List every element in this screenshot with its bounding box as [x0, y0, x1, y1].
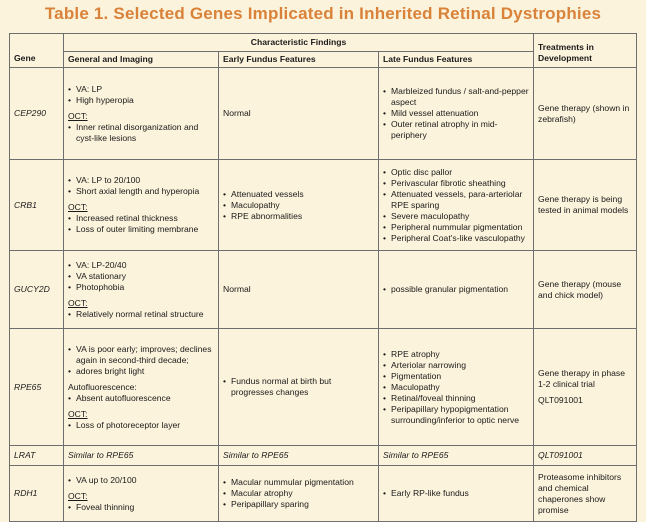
header-characteristic-findings: Characteristic Findings	[64, 34, 534, 52]
gene-cell: LRAT	[10, 446, 64, 466]
list-item: • Attenuated vessels	[223, 189, 374, 200]
list-item: • possible granular pigmentation	[383, 284, 529, 295]
list-item: • Loss of outer limiting membrane	[68, 224, 214, 235]
list-item: • Attenuated vessels, para-arteriolar RPE sparing	[383, 189, 529, 211]
list-item: • Arteriolar narrowing	[383, 360, 529, 371]
oct-label: OCT:	[68, 297, 88, 308]
header-general: General and Imaging	[64, 52, 219, 68]
list-item: • Maculopathy	[383, 382, 529, 393]
treatment-cell: Proteasome inhibitors and chemical chaperones show promise	[534, 466, 637, 522]
list-item: • adores bright light	[68, 366, 214, 377]
late-cell	[379, 329, 534, 446]
list-item: • Retinal/foveal thinning	[383, 393, 529, 404]
list-item: • Early RP-like fundus	[383, 488, 529, 499]
early-cell: Normal	[219, 251, 379, 329]
late-cell	[379, 160, 534, 251]
list-item: • VA: LP	[68, 84, 214, 95]
genes-table	[9, 33, 637, 522]
list-item: • Outer retinal atrophy in mid-periphery	[383, 119, 529, 141]
table-title: Table 1. Selected Genes Implicated in Inherited Retinal Dystrophies	[44, 4, 602, 23]
treatment-text: Gene therapy in phase 1-2 clinical trial	[538, 368, 625, 389]
table-row-rpe65	[10, 329, 637, 446]
treatment-cell: Gene therapy is being tested in animal models	[534, 160, 637, 251]
late-cell	[379, 251, 534, 329]
list-item: • Foveal thinning	[68, 502, 214, 513]
oct-label: OCT:	[68, 110, 88, 121]
list-item: • Peripapillary sparing	[223, 499, 374, 510]
gene-cell: CEP290	[10, 68, 64, 160]
treatment-cell: Gene therapy (shown in zebrafish)	[534, 68, 637, 160]
gene-cell: CRB1	[10, 160, 64, 251]
list-item: • VA up to 20/100	[68, 475, 214, 486]
general-cell	[64, 68, 219, 160]
table-row-crb1	[10, 160, 637, 251]
header-late: Late Fundus Features	[379, 52, 534, 68]
list-item: • Marbleized fundus / salt-and-pepper aspect	[383, 86, 529, 108]
table-row-cep290	[10, 68, 637, 160]
list-item: • RPE atrophy	[383, 349, 529, 360]
list-item: • Loss of photoreceptor layer	[68, 420, 214, 431]
list-item: • Macular nummular pigmentation	[223, 477, 374, 488]
table-row-lrat	[10, 446, 637, 466]
gene-cell: GUCY2D	[10, 251, 64, 329]
late-cell: Similar to RPE65	[379, 446, 534, 466]
list-item: • Peripapillary hypopigmentation surrounding/inferior to optic nerve	[383, 404, 529, 426]
gene-cell: RPE65	[10, 329, 64, 446]
treatment-cell: Gene therapy (mouse and chick model)	[534, 251, 637, 329]
treatment-drug: QLT091001	[538, 395, 583, 405]
early-cell	[219, 466, 379, 522]
oct-label: OCT:	[68, 202, 88, 212]
general-cell	[64, 160, 219, 251]
list-item: • High hyperopia	[68, 95, 214, 106]
list-item: • Maculopathy	[223, 200, 374, 211]
list-item: • Mild vessel attenuation	[383, 108, 529, 119]
list-item: • VA: LP-20/40	[68, 260, 214, 271]
header-early: Early Fundus Features	[219, 52, 379, 68]
early-cell	[219, 329, 379, 446]
oct-label: OCT:	[68, 490, 88, 501]
list-item: • VA stationary	[68, 271, 214, 282]
list-item: • Photophobia	[68, 282, 214, 293]
list-item: • Peripheral nummular pigmentation	[383, 222, 529, 233]
list-item: • Macular atrophy	[223, 488, 374, 499]
list-item: • Perivascular fibrotic sheathing	[383, 178, 529, 189]
list-item: • Pigmentation	[383, 371, 529, 382]
list-item: • Optic disc pallor	[383, 167, 529, 178]
late-cell	[379, 68, 534, 160]
table-row-rdh1	[10, 466, 637, 522]
table-row-gucy2d	[10, 251, 637, 329]
list-item: • Increased retinal thickness	[68, 213, 214, 224]
general-cell	[64, 466, 219, 522]
list-item: • VA is poor early; improves; declines again in second-third decade;	[68, 344, 214, 366]
gene-cell: RDH1	[10, 466, 64, 522]
header-row-top	[10, 34, 637, 52]
list-item: • VA: LP to 20/100	[68, 175, 214, 186]
list-item: • Severe maculopathy	[383, 211, 529, 222]
list-item: • Peripheral Coat's-like vasculopathy	[383, 233, 529, 244]
list-item: • Inner retinal disorganization and cyst-like lesions	[68, 122, 214, 144]
header-gene: Gene	[10, 34, 64, 68]
early-cell: Similar to RPE65	[219, 446, 379, 466]
list-item: • Short axial length and hyperopia	[68, 186, 214, 197]
general-cell: Similar to RPE65	[64, 446, 219, 466]
treatment-cell	[534, 329, 637, 446]
general-cell	[64, 329, 219, 446]
early-cell: Normal	[219, 68, 379, 160]
general-cell	[64, 251, 219, 329]
late-cell	[379, 466, 534, 522]
early-cell	[219, 160, 379, 251]
treatment-cell: QLT091001	[534, 446, 637, 466]
list-item: • Relatively normal retinal structure	[68, 309, 214, 320]
list-item: • Fundus normal at birth but progresses changes	[223, 376, 374, 398]
autofluorescence-label: Autofluorescence:	[68, 381, 137, 392]
oct-label: OCT:	[68, 408, 88, 419]
list-item: • Absent autofluorescence	[68, 393, 214, 404]
header-treatments: Treatments in Development	[534, 34, 637, 68]
list-item: • RPE abnormalities	[223, 211, 374, 222]
